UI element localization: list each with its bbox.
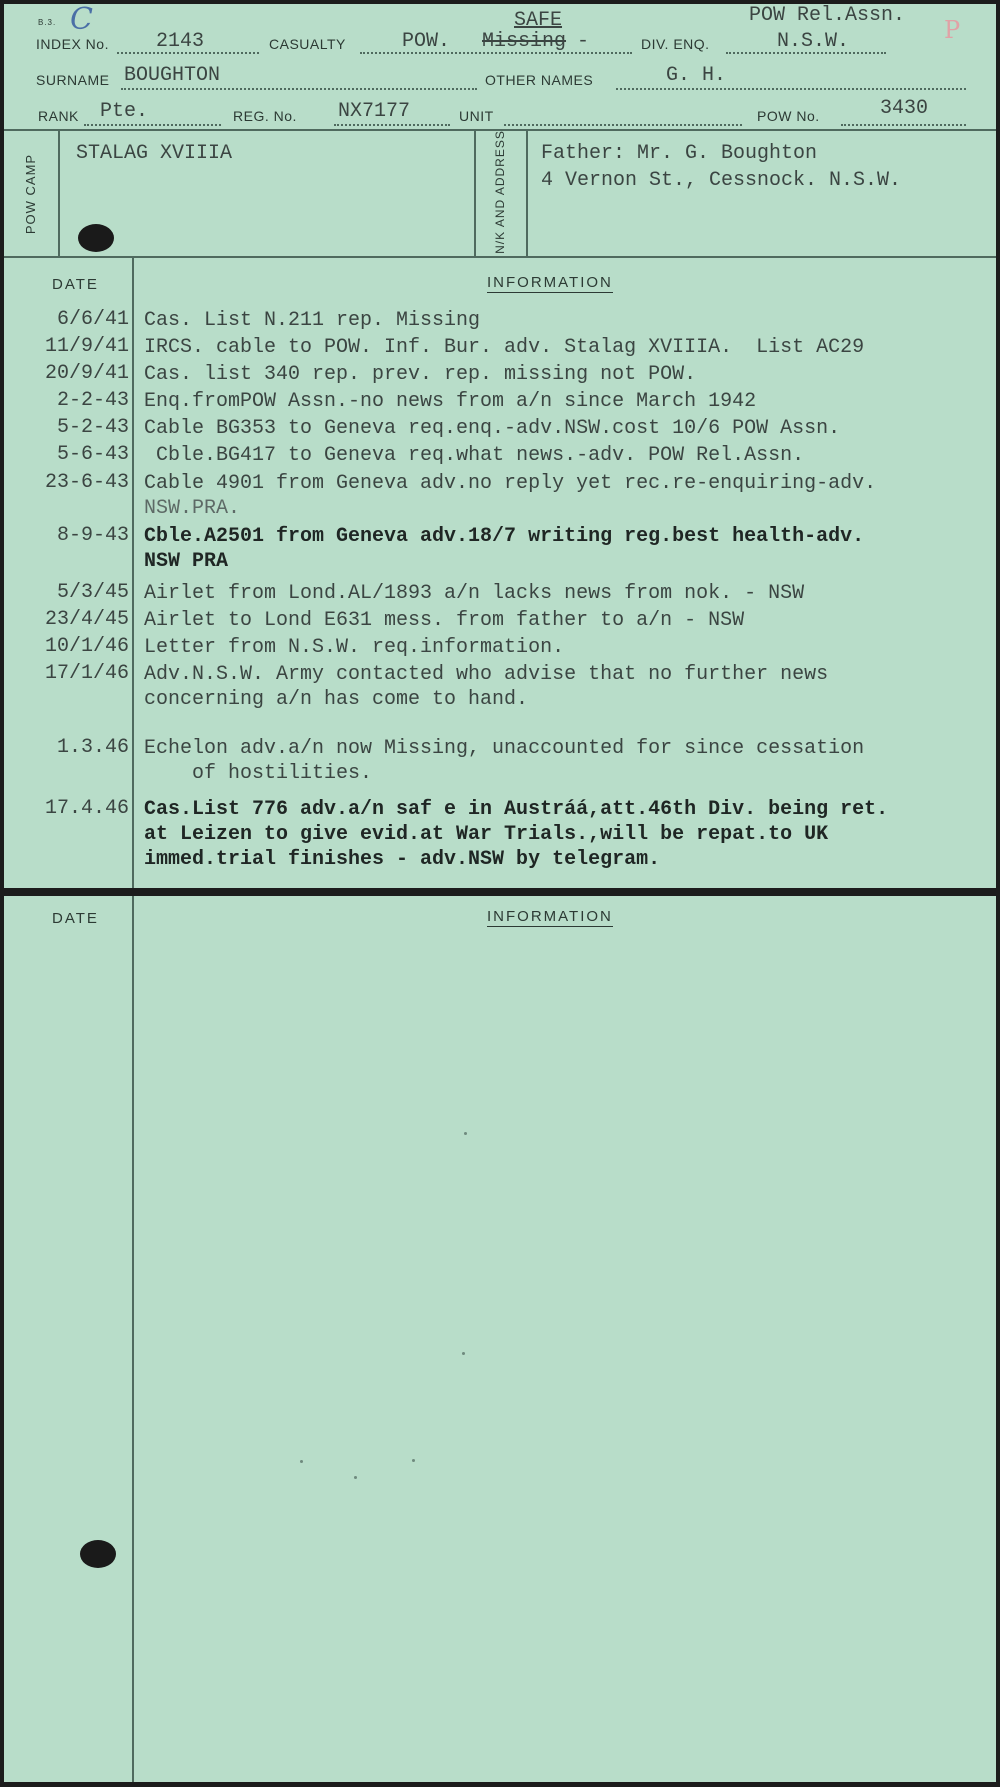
entry-date: 20/9/41 — [44, 362, 129, 385]
camp-label-divider — [58, 129, 60, 257]
date-column-divider — [132, 258, 134, 888]
entry-line: Cble.A2501 from Geneva adv.18/7 writing reg.best health-adv. — [144, 525, 865, 548]
entry-line: concerning a/n has come to hand. — [144, 688, 529, 711]
entry-line: Cas. list 340 rep. prev. rep. missing not POW. — [144, 363, 697, 386]
info-table-top-rule — [4, 256, 996, 258]
entry-date: 5/3/45 — [56, 581, 129, 604]
entry-date: 2-2-43 — [56, 389, 129, 412]
back-punch-hole — [80, 1540, 116, 1568]
entry-line: Airlet to Lond E631 mess. from father to a/n - NSW — [144, 609, 745, 632]
unit-line — [504, 124, 742, 126]
entry-information — [144, 416, 989, 441]
pow-camp-label: POW CAMP — [23, 153, 38, 235]
entry-information — [144, 335, 989, 360]
pow-no-value: 3430 — [880, 97, 929, 120]
entry-line: Airlet from Lond.AL/1893 a/n lacks news from nok. - NSW — [144, 582, 805, 605]
nk-address-line2: 4 Vernon St., Cessnock. N.S.W. — [541, 169, 902, 192]
entry-date: 11/9/41 — [44, 335, 129, 358]
back-information-header: INFORMATION — [487, 908, 613, 925]
entry-information — [144, 635, 989, 660]
rank-value: Pte. — [100, 100, 149, 123]
entry-date: 17/1/46 — [44, 662, 129, 685]
entry-line: Adv.N.S.W. Army contacted who advise that no further news — [144, 663, 829, 686]
reg-no-line — [334, 124, 450, 126]
entry-information — [144, 443, 989, 468]
entry-date: 8-9-43 — [56, 524, 129, 547]
back-date-column-divider — [132, 896, 134, 1782]
entry-line: immed.trial finishes - adv.NSW by telegram. — [144, 848, 661, 871]
entry-information — [144, 471, 989, 521]
nk-address-line1: Father: Mr. G. Boughton — [541, 142, 818, 165]
entry-date: 1.3.46 — [56, 736, 129, 759]
reg-no-label: REG. No. — [233, 108, 297, 124]
entry-line: at Leizen to give evid.at War Trials.,will be repat.to UK — [144, 823, 829, 846]
index-no-label: INDEX No. — [36, 36, 109, 52]
entry-information — [144, 524, 989, 574]
entry-information — [144, 736, 989, 786]
entry-date: 23-6-43 — [44, 471, 129, 494]
casualty-label: CASUALTY — [269, 36, 346, 52]
entry-information — [144, 662, 989, 712]
casualty-struck-value: Missing — [482, 30, 567, 53]
entry-line: Cas. List N.211 rep. Missing — [144, 309, 481, 332]
entry-line: Cas.List 776 adv.a/n saf e in Austráá,att.46th Div. being ret. — [144, 798, 889, 821]
pow-camp-value: STALAG XVIIIA — [76, 142, 233, 165]
entry-line: IRCS. cable to POW. Inf. Bur. adv. Stalag XVIIIA. List AC29 — [144, 336, 865, 359]
surname-value: BOUGHTON — [124, 64, 221, 87]
entry-information — [144, 362, 989, 387]
entry-information — [144, 308, 989, 333]
entry-date: 23/4/45 — [44, 608, 129, 631]
back-date-header: DATE — [52, 910, 99, 927]
address-label-divider — [526, 129, 528, 257]
pow-no-line — [841, 124, 966, 126]
entry-date: 17.4.46 — [44, 797, 129, 820]
reg-no-value: NX7177 — [338, 100, 411, 123]
index-no-value: 2143 — [156, 30, 205, 53]
entry-line: Echelon adv.a/n now Missing, unaccounted for since cessation — [144, 737, 865, 760]
entry-date: 5-6-43 — [56, 443, 129, 466]
pow-no-label: POW No. — [757, 108, 820, 124]
rank-line — [84, 124, 221, 126]
speck — [412, 1459, 415, 1462]
div-enq-value: N.S.W. — [777, 30, 850, 53]
other-names-line — [616, 88, 966, 90]
camp-address-divider — [474, 129, 476, 257]
date-header: DATE — [52, 276, 99, 293]
rank-label: RANK — [38, 108, 79, 124]
entry-line: NSW PRA — [144, 550, 229, 573]
entry-line: of hostilities. — [144, 762, 373, 785]
record-card-front — [4, 4, 996, 888]
casualty-suffix: - — [577, 30, 590, 53]
entry-line: Cble.BG417 to Geneva req.what news.-adv. POW Rel.Assn. — [144, 444, 805, 467]
record-card-back — [4, 896, 996, 1782]
entry-date: 5-2-43 — [56, 416, 129, 439]
unit-label: UNIT — [459, 108, 494, 124]
corner-mark: P — [944, 16, 961, 44]
entry-line: Letter from N.S.W. req.information. — [144, 636, 565, 659]
div-enq-note: POW Rel.Assn. — [749, 4, 906, 27]
surname-line — [121, 88, 477, 90]
entry-line: NSW.PRA. — [144, 497, 241, 520]
entry-date: 6/6/41 — [56, 308, 129, 331]
entry-line: Enq.fromPOW Assn.-no news from a/n since March 1942 — [144, 390, 757, 413]
div-enq-label: DIV. ENQ. — [641, 36, 710, 52]
punch-hole — [78, 224, 114, 252]
check-mark: C — [70, 4, 93, 37]
entry-line: Cable BG353 to Geneva req.enq.-adv.NSW.cost 10/6 POW Assn. — [144, 417, 841, 440]
entry-information — [144, 797, 989, 872]
speck — [300, 1460, 303, 1463]
other-names-value: G. H. — [666, 64, 727, 87]
entry-information — [144, 608, 989, 633]
entry-information — [144, 389, 989, 414]
speck — [354, 1476, 357, 1479]
other-names-label: OTHER NAMES — [485, 72, 594, 88]
casualty-overwrite: SAFE — [514, 9, 563, 32]
speck — [464, 1132, 467, 1135]
nk-address-label: N/K AND ADDRESS — [493, 130, 507, 254]
casualty-value: POW. — [402, 30, 451, 53]
entry-information — [144, 581, 989, 606]
surname-label: SURNAME — [36, 72, 110, 88]
form-code: B.3. — [38, 18, 57, 27]
entry-date: 10/1/46 — [44, 635, 129, 658]
entry-line: Cable 4901 from Geneva adv.no reply yet rec.re-enquiring-adv. — [144, 472, 877, 495]
speck — [462, 1352, 465, 1355]
information-header: INFORMATION — [487, 274, 613, 291]
